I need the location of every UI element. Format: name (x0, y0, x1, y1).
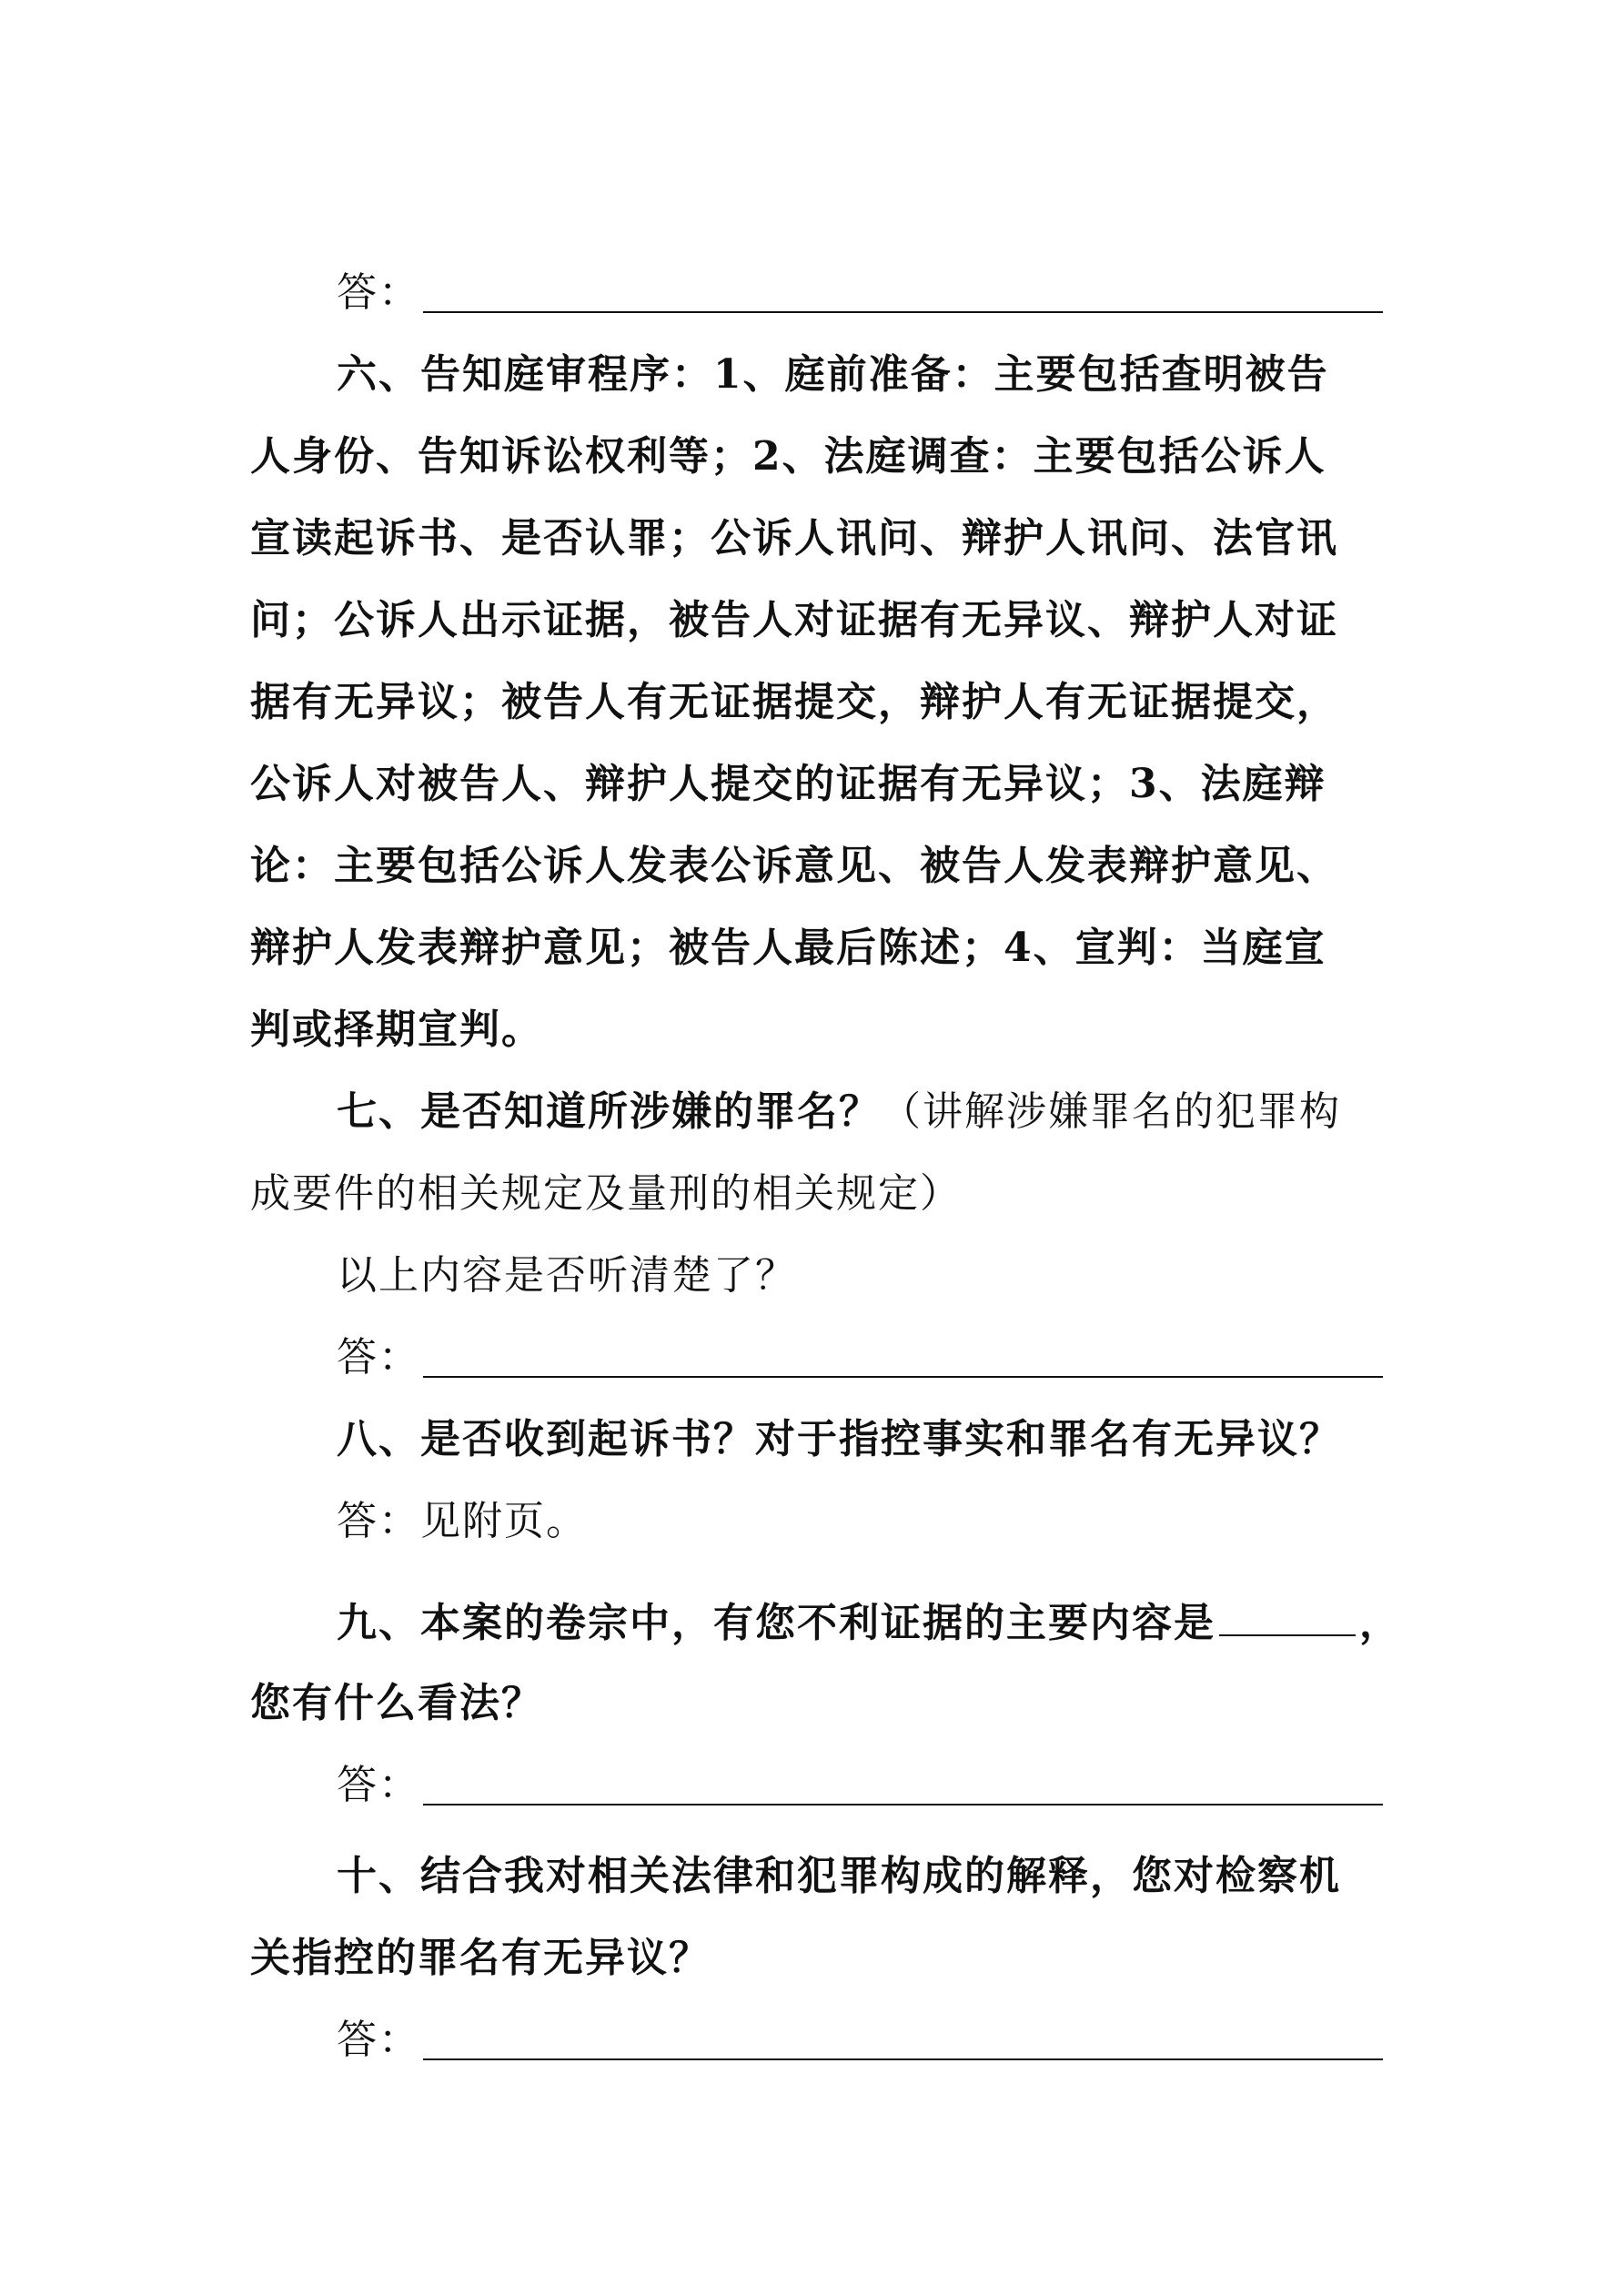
section6-line-5: 据有无异议；被告人有无证据提交，辩护人有无证据提交， (250, 679, 1338, 725)
answer-row-2 (337, 1330, 1383, 1385)
section7-note-start: （讲解涉嫌罪名的犯罪构 (881, 1088, 1341, 1135)
section9-line-2: 您有什么看法？ (250, 1680, 543, 1726)
section10-line-2: 关指控的罪名有无异议？ (250, 1935, 711, 1981)
section8-answer: 答：见附页。 (337, 1498, 588, 1544)
answer-row-4 (337, 2013, 1383, 2068)
answer-blank-line (423, 1376, 1383, 1378)
section10-line-1: 十、结合我对相关法律和犯罪构成的解释，您对检察机 (337, 1853, 1341, 1899)
answer-blank-line (423, 1804, 1383, 1805)
answer-row-1 (337, 266, 1383, 320)
section7-check: 以上内容是否听清楚了？ (337, 1252, 797, 1299)
section9-fill-blank (1219, 1594, 1356, 1636)
section9-question-text: 九、本案的卷宗中，有您不利证据的主要内容是 (337, 1600, 1215, 1646)
section6-line-1: 六、告知庭审程序：1、庭前准备：主要包括查明被告 (337, 351, 1329, 398)
answer-row-3 (337, 1758, 1383, 1813)
section6-line-4: 问；公诉人出示证据，被告人对证据有无异议、辩护人对证 (250, 597, 1338, 643)
section9-comma: ， (1359, 1600, 1401, 1646)
section6-line-7: 论：主要包括公诉人发表公诉意见、被告人发表辩护意见、 (250, 843, 1338, 889)
section6-line-6: 公诉人对被告人、辩护人提交的证据有无异议；3、法庭辩 (250, 761, 1326, 807)
section6-line-3: 宣读起诉书、是否认罪；公诉人讯问、辩护人讯问、法官讯 (250, 515, 1338, 561)
section7-line-1 (337, 1085, 1341, 1139)
section7-question: 七、是否知道所涉嫌的罪名？ (337, 1088, 881, 1135)
answer-label: 答： (337, 1762, 420, 1808)
section7-note-end: 成要件的相关规定及量刑的相关规定） (250, 1170, 962, 1217)
section6-line-8: 辩护人发表辩护意见；被告人最后陈述；4、宣判：当庭宣 (250, 925, 1326, 971)
section6-line-9: 判或择期宣判。 (250, 1006, 543, 1053)
answer-blank-line (423, 311, 1383, 313)
section6-line-2: 人身份、告知诉讼权利等；2、法庭调查：主要包括公诉人 (250, 433, 1326, 480)
section8-question: 八、是否收到起诉书？对于指控事实和罪名有无异议？ (337, 1416, 1341, 1462)
answer-label: 答： (337, 2017, 420, 2063)
answer-blank-line (423, 2058, 1383, 2060)
answer-label: 答： (337, 269, 420, 316)
answer-label: 答： (337, 1334, 420, 1381)
section9-line-1 (337, 1594, 1401, 1649)
